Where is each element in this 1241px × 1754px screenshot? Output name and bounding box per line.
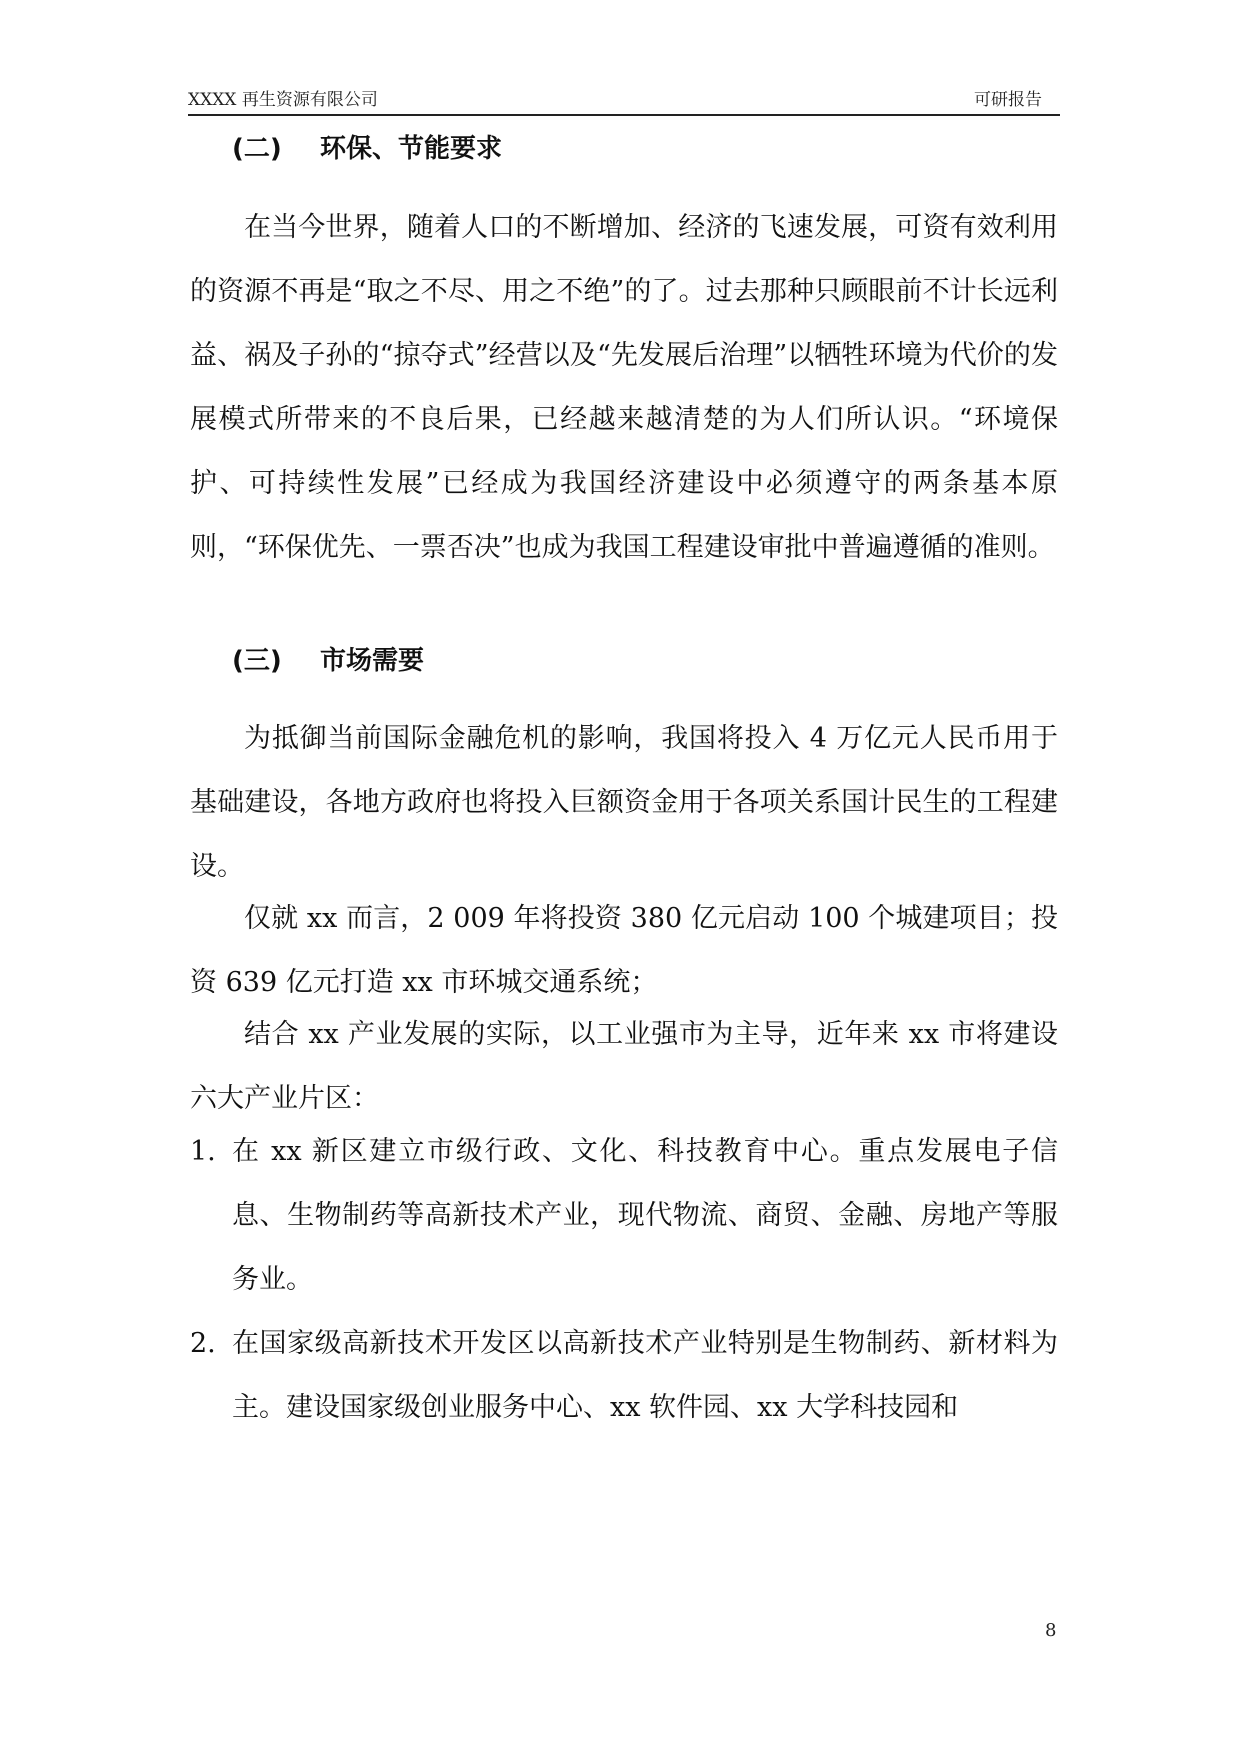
section-title: 环保、节能要求 [320, 134, 503, 164]
list-item [190, 1120, 1058, 1312]
paragraph-investment: 为抵御当前国际金融危机的影响，我国将投入 4 万亿元人民币用于基础建设，各地方政府也将投入巨额资金用于各项关系国计民生的工程建设。 [190, 723, 1058, 882]
page-number: 8 [1045, 1620, 1057, 1641]
list-item-text: 在 xx 新区建立市级行政、文化、科技教育中心。重点发展电子信息、生物制药等高新技术产业，现代物流、商贸、金融、房地产等服务业。 [232, 1136, 1058, 1295]
list-item [190, 1312, 1058, 1440]
industry-zone-list [190, 1120, 1058, 1440]
section-heading-market [232, 640, 424, 677]
list-item-text: 在国家级高新技术开发区以高新技术产业特别是生物制药、新材料为主。建设国家级创业服务中心、xx 软件园、xx 大学科技园和 [232, 1328, 1058, 1423]
list-marker: 2. [190, 1328, 216, 1359]
header-document-type: 可研报告 [974, 90, 1042, 110]
section-number: (三) [232, 646, 282, 676]
paragraph-environment: 在当今世界，随着人口的不断增加、经济的飞速发展，可资有效利用的资源不再是“取之不尽、用之不绝”的了。过去那种只顾眼前不计长远利益、祸及子孙的“掠夺式”经营以及“先发展后治理”以牺牲环境为代价的发展模式所带来的不良后果，已经越来越清楚的为人们所认识。“环境保护、可持续性发展”已经成为我国经济建设中必须遵守的两条基本原则，“环保优先、一票否决”也成为我国工程建设审批中普遍遵循的准则。 [190, 212, 1058, 563]
section-number: (二) [232, 134, 282, 164]
paragraph-local-investment: 仅就 xx 而言，2 009 年将投资 380 亿元启动 100 个城建项目；投资 639 亿元打造 xx 市环城交通系统； [190, 903, 1058, 998]
paragraph-industry-zones: 结合 xx 产业发展的实际，以工业强市为主导，近年来 xx 市将建设六大产业片区： [190, 1019, 1058, 1114]
section-title: 市场需要 [320, 646, 425, 676]
header-company-name: XXXX 再生资源有限公司 [188, 90, 378, 110]
list-marker: 1. [190, 1136, 216, 1167]
page-header [188, 86, 1060, 116]
section-heading-environment [232, 128, 502, 165]
